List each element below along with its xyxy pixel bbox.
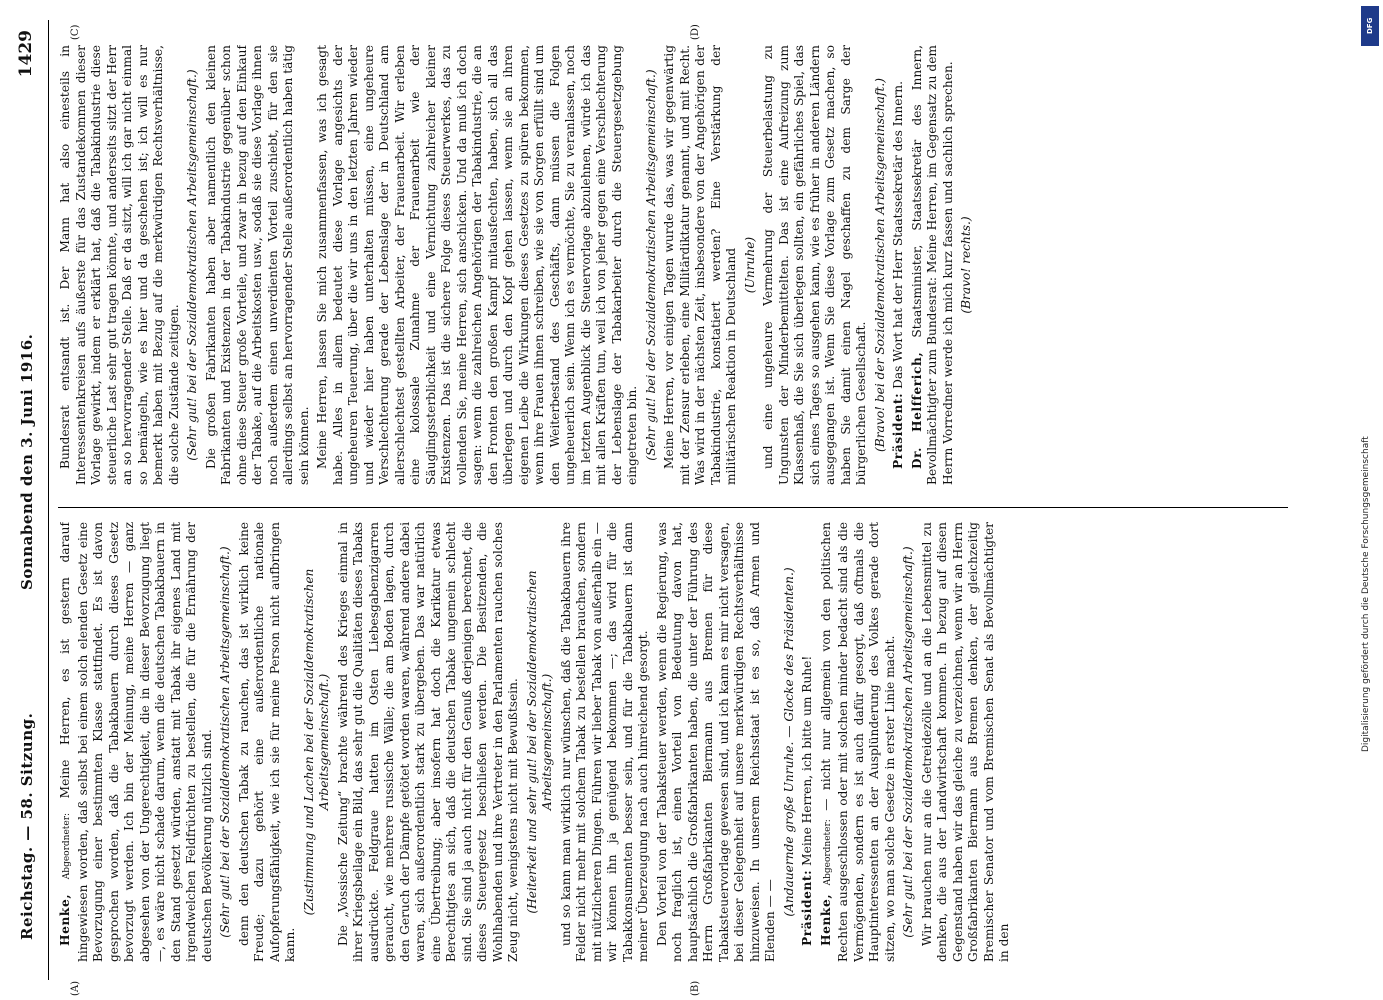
interjection: (Unruhe) [742,236,757,294]
paragraph-text: Die „Vossische Zeitung“ brachte während des Krieges einmal in ihrer Kriegsbeilage ein Bild, das sehr gut die Qualitäten dieses Tabaks ausdrückte. Feldgraue hatten im Osten Liebesgabenzigarren geraucht, wie mehrere russische Wälle; die am Boden lagen, durch den Geruch der Dämpfe getötet worden waren, während andere dabei waren, sich außerordentlich stark zu übergeben. Das war natürlich eine Übertreibung; aber insofern hat doch die Karikatur etwas Berechtigtes an sich, daß die deutschen Tabake ungemein schlecht sind. Sie sind ja auch nicht für den Genuß derjenigen berechnet, die dieses Steuergesetz beschließen werden. Die Besitzenden, die Wohlhabenden und ihre Vertreter in den Parlamenten rauchen solches Zeug nicht, wenigstens nicht mit Bewußtsein. [335,522,520,962]
paragraph [761,45,870,485]
paragraph-text: Meine Herren, ich bitte um Ruhe! [800,655,814,866]
paragraph [819,522,899,962]
margin-marker-b: (B) [690,980,701,996]
speaker-role: Abgeordneter: [62,812,72,880]
paragraph-text: Den Vorteil von der Tabaksteuer werden, wenn die Regierung, was noch fraglich ist, einen Vorteil von Bedeutung davon hat, hauptsächlich die Großfabrikanten haben, die unter der Führung des Herrn Großfabrikanten Biermann aus Bremen für diese Tabaksteuervorlage gewesen sind, und ich kann es mir nicht versagen, bei dieser Gelegenheit auf unsere merkwürdigen Rechtsverhältnisse hinzuweisen. In unserem Reichsstaat ist es so, daß Armen und Elenden — — [654,522,777,962]
paragraph [910,45,957,485]
page-header [8,20,49,980]
paragraph-text: denn den deutschen Tabak zu rauchen, das ist wirklich keine Freude; dazu gehört eine außerordentliche nationale Aufopferungsfähigkeit, wie ich sie für meine Person nicht aufbringen kann. [236,522,297,962]
speaker-role: Abgeordneter: [822,819,833,886]
paragraph [559,522,652,962]
paragraph-text: und so kann man wirklich nur wünschen, daß die Tabakbauern ihre Felder nicht mehr mit solchem Tabak zu bestellen brauchen, sondern mit nützlicheren Dingen. Führen wir lieber Tabak von außerhalb ein — wir können ihn ja genügend bekommen —; das wird für die Tabakkonsumenten besser sein, und für die Tabakbauern ist dann meiner Überzeugung nach auch hinreichend gesorgt. [558,522,650,962]
text-column-right [58,45,1288,485]
paragraph-text: Das Wort hat der Herr Staatssekretär des Innern. [891,81,905,389]
dfg-logo: DFG [1361,6,1379,46]
margin-marker-c: (C) [70,24,81,40]
interjection: (Andauernde große Unruhe. — Glocke des Präsidenten.) [781,567,796,917]
header-left: Reichstag. — 58. Sitzung. [18,712,36,940]
digitization-credit: Digitalisierung gefördert durch die Deutsche Forschungsgemeinschaft [1361,436,1371,752]
paragraph-text: und eine ungeheure Vermehrung der Steuerbelastung zu Ungunsten der Minderbemittelten. Das ist eine Aufreizung zum Klassenhaß, die Sie sich überlegen sollten, ein gefährliches Spiel, das sich eines Tages so ausgehen kann, wie es früher in anderen Ländern ausgegangen ist. Wenn Sie diese Vorlage zum Gesetz machen, so haben Sie damit einen Nagel geschaffen zu dem Sarge der bürgerlichen Gesellschaft. [761,45,868,485]
interjection: (Zustimmung und Lachen bei der Sozialdemokratischen Arbeitsgemeinschaft.) [301,568,331,916]
interjection: (Sehr gut! bei der Sozialdemokratischen Arbeitsgemeinschaft.) [643,69,658,461]
paragraph [58,45,182,485]
paragraph [58,522,215,962]
paragraph [901,522,917,962]
interjection: (Bravo! rechts.) [959,216,973,314]
paragraph [782,522,798,962]
paragraph-text: Wir brauchen nur an die Getreidezölle und an die Lebensmittel zu denken, die aus der Landwirtschaft kommen. In bezug auf diesen Gegenstand haben wir das gleiche zu verzeichnen, wenn wir an Herrn Großfabrikanten Biermann aus Bremen denken, der gleichzeitig Bremischer Senator und vom Bremischen Senat als Bevollmächtigter in den [919,522,1011,962]
paragraph [743,45,759,485]
paragraph-text: Die großen Fabrikanten haben aber namentlich den kleinen Fabrikanten und Existenzen in der Tabakindustrie gegenüber schon ohne diese Steuer große Vorteile, und zwar in bezug auf den Einkauf der Tabake, auf die Arbeitskosten usw., sodaß sie diese Vorlage ihnen noch außerdem einen unverdienten Vorteil zuschiebt, für den sie allerdings selbst an hervorragender Stelle außerordentlich haben tätig sein können. [203,45,311,485]
paragraph [525,522,556,962]
text-column-left [58,522,1288,962]
paragraph [237,522,299,962]
page-number: 1429 [16,30,36,78]
paragraph [920,522,1013,962]
paragraph [655,522,779,962]
paragraph [336,522,522,962]
margin-marker-d: (D) [690,24,701,40]
paragraph [218,522,234,962]
paragraph-text: Meine Herren, lassen Sie mich zusammenfassen, was ich gesagt habe. Alles in allem bedeutet diese Vorlage angesichts der ungeheuren Teuerung, über die wir uns in den letzten Jahren wieder und wieder hier haben unterhalten müssen, eine ungeheure Verschlechterung gerade der Lebenslage der in Deutschland am allerschlechtest gestellten Arbeiter, der Frauenarbeit. Wir erleben eine kolossale Zunahme der Frauenarbeit wie der Säuglingssterblichkeit und eine Vernichtung zahlreicher kleiner Existenzen. Das ist die sichere Folge dieses Steuerwerkes, das zu vollenden Sie, meine Herren, sich anschicken. Und da muß ich doch sagen: wenn die zahlreichen Angehörigen der Tabakindustrie, die an den Fronten den großen Kampf mitausfechten, haben, sich all das überlegen und durch den Kopf gehen lassen, wenn sie an ihren eigenen Leibe die Wirkungen dieses Gesetzes zu spüren bekommen, wenn ihre Frauen ihnen schreiben, wie sie von Sorgen erfüllt sind um den Weiterbestand des Geschäfts, dann müssen die Folgen ungeheuerlich sein. Wenn ich es vermöchte, Sie zu veranlassen, noch im letzten Augenblick die Steuervorlage abzulehnen, würde ich das mit allen Kräften tun, weil ich von jeher gegen eine Verschlechterung der Lebenslage der Tabakarbeiter durch die Steuergesetzgebung eingetreten bin. [315,45,639,485]
paragraph [800,522,816,962]
paragraph [204,45,313,485]
interjection: (Bravo! bei der Sozialdemokratischen Arbeitsgemeinschaft.) [872,78,887,452]
margin-marker-a: (A) [70,980,81,996]
paragraph [315,45,641,485]
paragraph-text: Bundesrat entsandt ist. Der Mann hat also einesteils in Interessentenkreisen aufs äußerste für das Zustandekommen dieser Vorlage gewirkt, indem er erklärt hat, daß die Tabakindustrie diese steuerliche Last sehr gut tragen könnte, und anderseits sitzt der Herr an so hervorragender Stelle. Daß er da sitzt, will ich gar nicht einmal so bemängeln, wie es hier und da geschehen ist; ich will es nur bemerkt haben mit Bezug auf die merkwürdigen Rechtsverhältnisse, die solche Zustände zeitigen. [58,45,181,485]
speaker-name: Präsident: [891,392,905,469]
paragraph-text: — nicht nur allgemein von den politischen Rechten ausgeschlossen oder mit solchen minder bedacht sind als die Vermögenden, sondern es ist auch dafür gesorgt, daß oftmals die Hauptinteressenten an der Ausplünderung des Volkes gerade dort sitzen, wo man solche Gesetze in erster Linie macht. [818,522,897,962]
paragraph-text: Meine Herren, es ist gestern darauf hingewiesen worden, daß selbst bei einem solch elenden Gesetz eine Bevorzugung einer bestimmten Klasse stattfindet. Es ist davon gesprochen worden, daß die Tabakbauern durch dieses Gesetz bevorzugt werden. Ich bin der Meinung, meine Herren — ganz abgesehen von der Ungerechtigkeit, die in dieser Bevorzugung liegt —, es wäre nicht schade darum, wenn die deutschen Tabakbauern in den Stand gesetzt würden, anstatt mit Tabak ihr eigenes Land mit irgendwelchen Feldfrüchten zu bestellen, die für die Ernährung der deutschen Bevölkerung nützlich sind. [58,522,214,962]
paragraph-text: Meine Herren, vor einigen Tagen wurde das, was wir gegenwärtig mit der Zensur erleben, eine Militärdiktatur genannt, und mit Recht. Was wird in der nächsten Zeit, insbesondere von der Angehörigen der Tabakindustrie, konstatiert werden? Eine Verstärkung der militärischen Reaktion in Deutschland [662,45,738,485]
paragraph [302,522,333,962]
speaker-name: Präsident: [800,869,814,946]
paragraph [662,45,740,485]
interjection: (Sehr gut! bei der Sozialdemokratischen Arbeitsgemeinschaft.) [901,546,915,938]
speaker-name: Henke, [58,893,72,946]
header-date: Sonnabend den 3. Juni 1916. [18,333,36,590]
paragraph-text: Staatsminister, Staatssekretär des Innern, Bevollmächtigter zum Bundesrat: Meine Herren, im Gegensatz zu dem Herrn Vorredner werde ich mich kurz fassen und sachlich sprechen. [909,45,955,485]
speaker-name: Dr. Helfferich, [909,351,924,469]
paragraph [185,45,201,485]
paragraph [959,45,975,485]
speaker-name: Henke, [818,893,833,946]
column-divider [58,507,1288,508]
interjection: (Sehr gut! bei der Sozialdemokratischen Arbeitsgemeinschaft.) [218,546,232,938]
paragraph [873,45,889,485]
paragraph [891,45,907,485]
interjection: (Heiterkeit und sehr gut! bei der Sozialdemokratischen Arbeitsgemeinschaft.) [524,570,554,914]
paragraph [644,45,660,485]
interjection: (Sehr gut! bei der Sozialdemokratischen Arbeitsgemeinschaft.) [185,69,199,461]
